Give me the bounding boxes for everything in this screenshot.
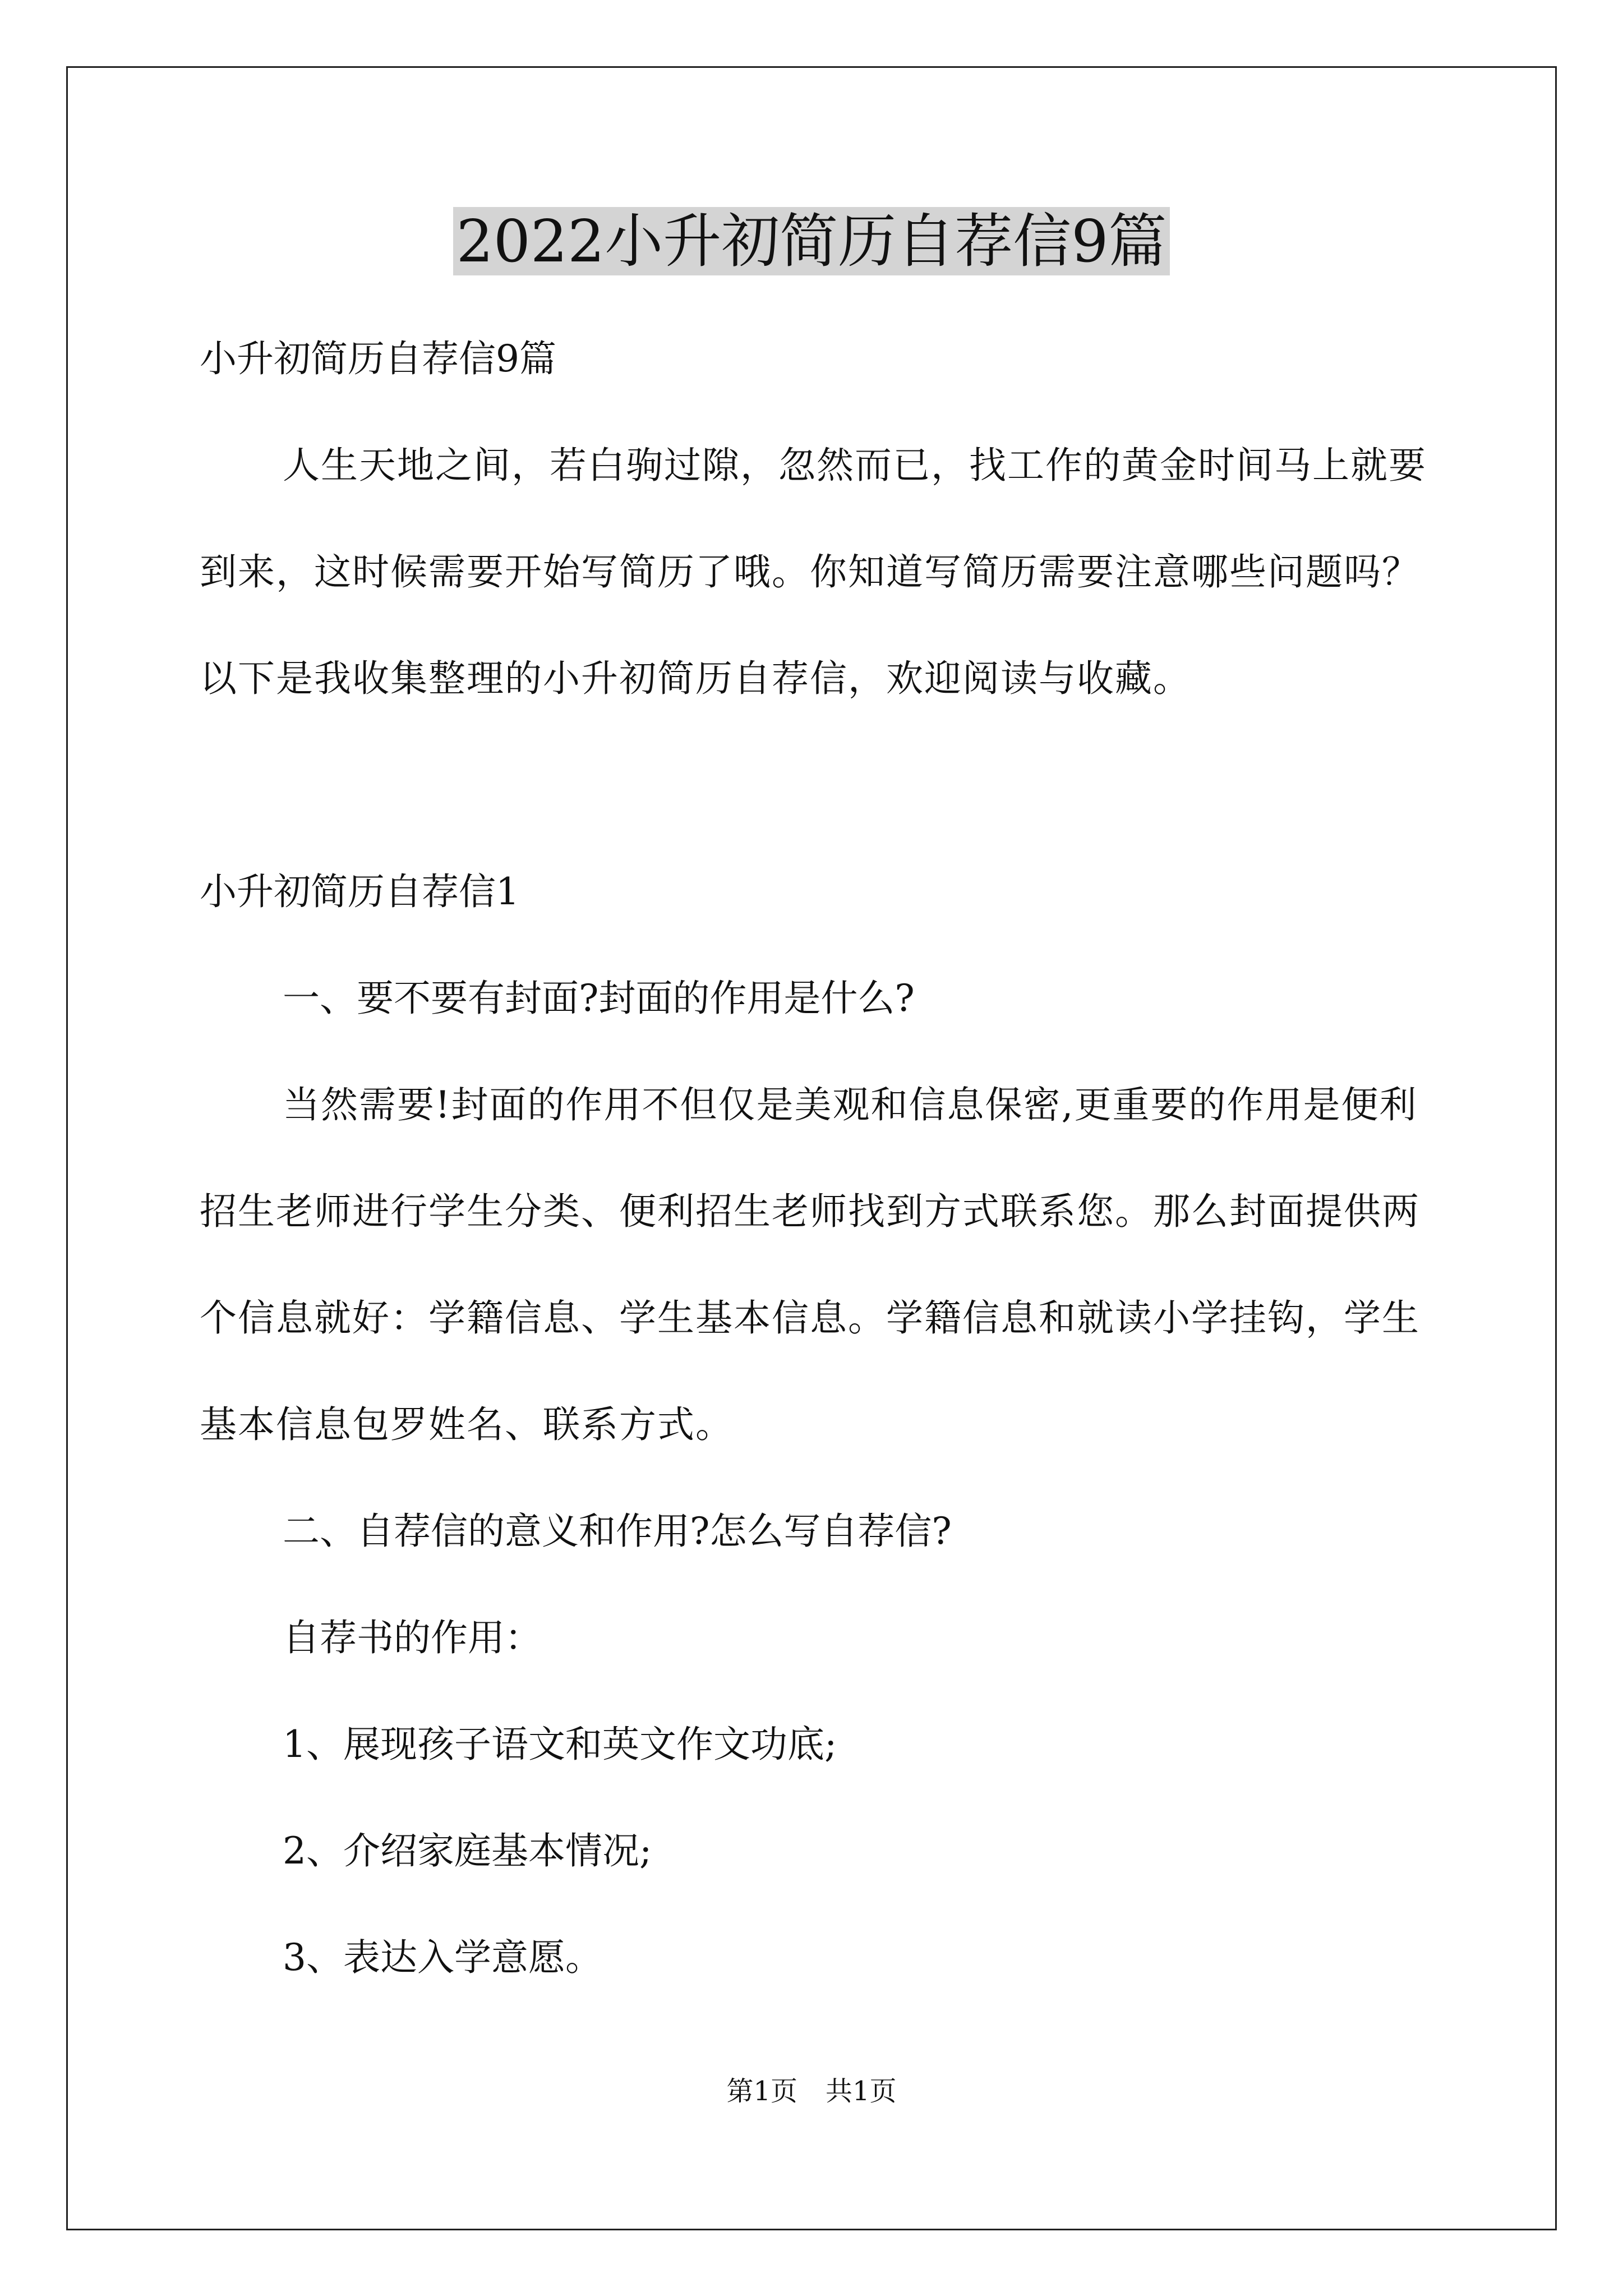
paragraph-gap <box>200 732 1433 839</box>
list-item-2: 2、介绍家庭基本情况; <box>283 1829 652 1872</box>
page-number-current: 第1页 <box>726 2076 797 2107</box>
question-1-paragraph: 一、要不要有封面?封面的作用是什么? <box>283 977 915 1020</box>
page-footer <box>0 2074 1623 2108</box>
section-heading: 小升初简历自荐信1 <box>200 870 519 913</box>
question-2-paragraph: 二、自荐信的意义和作用?怎么写自荐信? <box>283 1510 952 1553</box>
page-number-total: 共1页 <box>826 2076 897 2107</box>
subtitle-paragraph: 小升初简历自荐信9篇 <box>200 337 556 380</box>
list-item-3: 3、表达入学意愿。 <box>283 1936 602 1979</box>
role-paragraph: 自荐书的作用： <box>283 1616 542 1659</box>
answer-1-paragraph: 当然需要!封面的作用不但仅是美观和信息保密,更重要的作用是便利招生老师进行学生分类、便利招生老师找到方式联系您。那么封面提供两个信息就好：学籍信息、学生基本信息。学籍信息和就读小学挂钩，学生基本信息包罗姓名、联系方式。 <box>200 1083 1420 1446</box>
document-title-text: 2022小升初简历自荐信9篇 <box>453 207 1170 275</box>
document-body <box>200 306 1433 2011</box>
document-title <box>0 202 1623 280</box>
list-item-1: 1、展现孩子语文和英文作文功底; <box>283 1723 837 1766</box>
intro-paragraph: 人生天地之间，若白驹过隙，忽然而已，找工作的黄金时间马上就要到来，这时候需要开始写简历了哦。你知道写简历需要注意哪些问题吗？以下是我收集整理的小升初简历自荐信，欢迎阅读与收藏。 <box>200 444 1427 700</box>
